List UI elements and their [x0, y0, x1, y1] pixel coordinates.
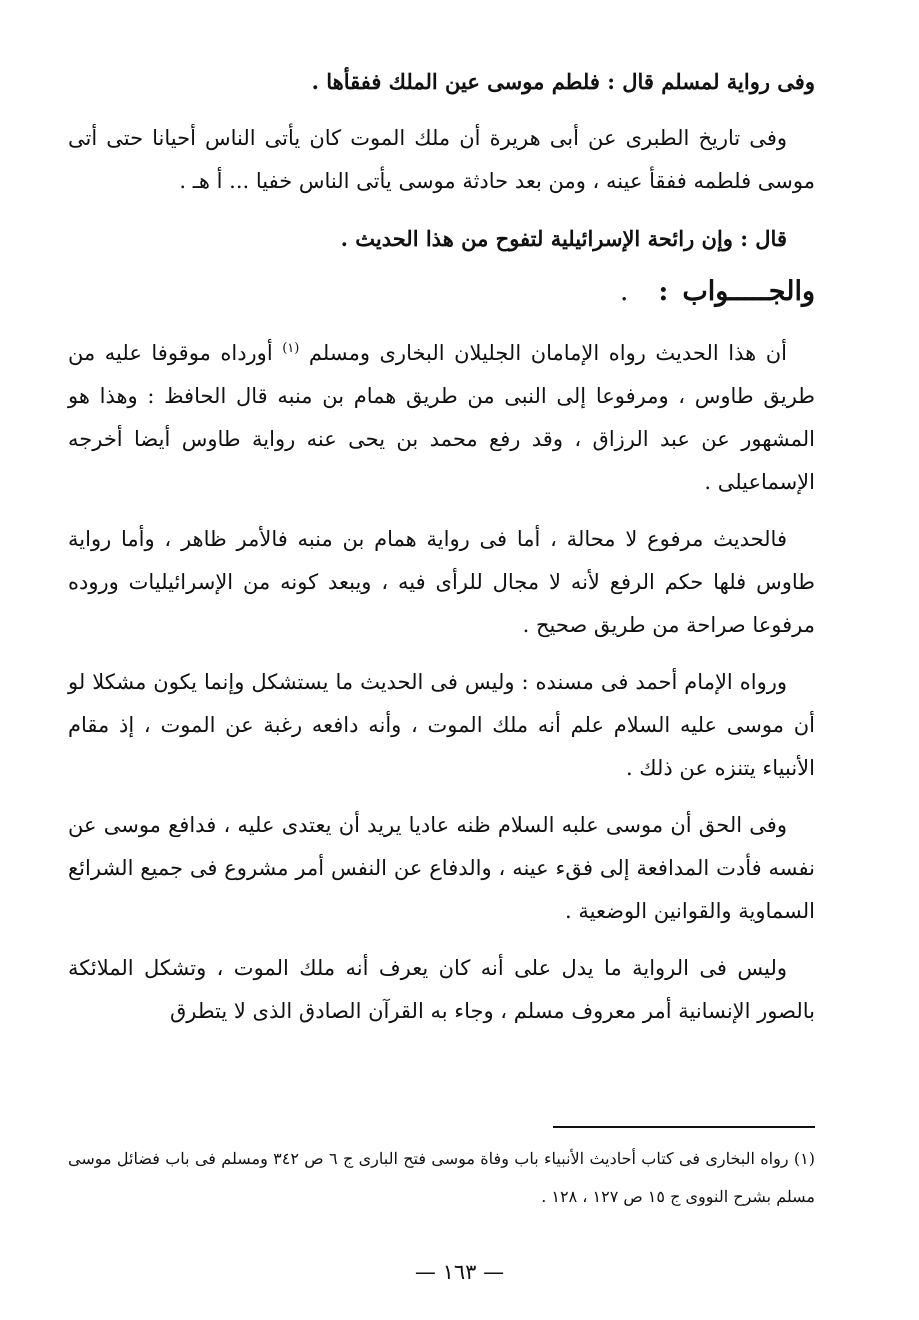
paragraph-imam-ahmad: ورواه الإمام أحمد فى مسنده : وليس فى الحديث ما يستشكل وإنما يكون مشكلا لو أن موسى عليه السلام علم أنه ملك الموت ، وأنه دافعه رغبة عن الموت ، إذ مقام الأنبياء يتنزه عن ذلك .	[68, 670, 815, 780]
paragraph-angels-human-form: وليس فى الرواية ما يدل على أنه كان يعرف أنه ملك الموت ، وتشكل الملائكة بالصور الإنسانية أمر معروف مسلم ، وجاء به القرآن الصادق الذى لا يتطرق	[68, 956, 815, 1023]
page-number: — ١٦٣ —	[414, 1260, 505, 1284]
answer-text-start: أن هذا الحديث رواه الإمامان الجليلان البخارى ومسلم	[308, 341, 787, 365]
paragraph-self-defense: وفى الحق أن موسى علبه السلام ظنه عاديا يريد أن يعتدى عليه ، فدافع موسى عن نفسه فأدت المدافعة إلى فقء عينه ، والدفاع عن النفس أمر مشروع فى جميع الشرائع السماوية والقوانين الوضعية .	[68, 813, 815, 923]
answer-heading-colon: :	[658, 276, 669, 307]
footnote-text: (١) رواه البخارى فى كتاب أحاديث الأنبياء باب وفاة موسى فتح البارى ج ٦ ص ٣٤٢ ومسلم فى باب فضائل موسى مسلم بشرح النووى ج ١٥ ص ١٢٧ ، ١٢٨ .	[68, 1149, 816, 1206]
answer-heading-dot: .	[619, 276, 629, 307]
answer-heading	[68, 270, 815, 313]
paragraph-answer-bukhari-muslim	[68, 327, 815, 504]
paragraph-hadith-marfu: فالحديث مرفوع لا محالة ، أما فى رواية همام بن منبه فالأمر ظاهر ، وأما رواية طاوس فلها حكم الرفع لأنه لا مجال للرأى فيه ، ويبعد كونه من الإسرائيليات وروده مرفوعا صراحة من طريق صحيح .	[68, 527, 815, 637]
answer-heading-word: والجـــــواب	[682, 276, 815, 307]
footnote-reference: (١)	[282, 341, 300, 356]
paragraph-israelite-claim: قال : وإن رائحة الإسرائيلية لتفوح من هذا الحديث .	[340, 226, 787, 251]
paragraph-muslim-narration: وفى رواية لمسلم قال : فلطم موسى عين الملك ففقأها .	[311, 69, 815, 94]
answer-text-rest: أورداه موقوفا عليه من طريق طاوس ، ومرفوعا إلى النبى من طريق همام بن منبه قال الحافظ : وهذا هو المشهور عن عبد الرزاق ، وقد رفع محمد بن يحى عنه رواية طاوس أيضا أخرجه الإسماعيلى .	[68, 341, 815, 494]
footnote-divider	[553, 1126, 815, 1128]
paragraph-tabari-history: وفى تاريخ الطبرى عن أبى هريرة أن ملك الموت كان يأتى الناس أحيانا حتى أتى موسى فلطمه ففقأ عينه ، ومن بعد حادثة موسى يأتى الناس خفيا ... أ هـ .	[68, 126, 815, 193]
